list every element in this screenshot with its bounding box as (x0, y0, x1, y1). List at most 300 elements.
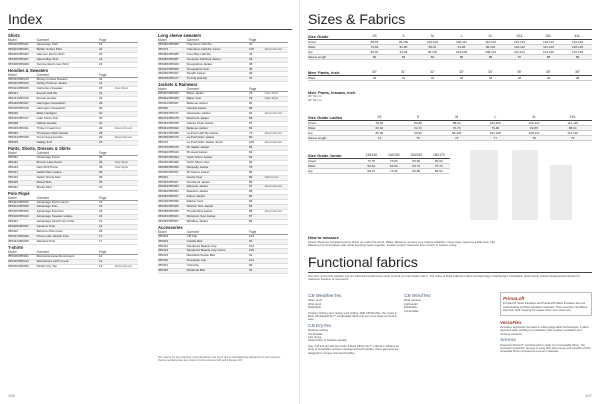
table-cell (115, 210, 138, 214)
measure-label: Hip (308, 169, 313, 173)
table-cell: Salish Park Ladies (36, 169, 62, 174)
measure-label: Chest (308, 40, 316, 44)
table-cell: 25 (98, 86, 103, 91)
table-cell: 355430/355431 (8, 125, 29, 130)
index-title: Index (8, 11, 43, 27)
table-cell (115, 117, 138, 121)
table-cell (265, 122, 288, 126)
table-cell: 29 (98, 135, 103, 140)
size-table-body (308, 121, 592, 141)
column-header: Garment (186, 229, 199, 234)
table-cell (265, 259, 288, 263)
table-cell: 17 (98, 233, 103, 238)
size-value: 86-90 (375, 131, 384, 135)
index-section (158, 33, 288, 82)
table-cell: 355412 (158, 243, 169, 248)
index-section (8, 245, 138, 270)
table-cell: Advantage Sweater Ladies (36, 214, 73, 219)
fabric-column-windtec (404, 292, 496, 313)
table-cell: 355466/355467 (158, 179, 179, 184)
table-cell: 105 (248, 248, 254, 253)
column-header: Garment (186, 38, 199, 42)
table-cell: New Style (114, 86, 129, 91)
table-cell: Wetlands Belt (186, 268, 206, 273)
table-cell: 32 (98, 110, 103, 115)
list-item: Breathable (308, 306, 321, 310)
table-cell: Ocean side Stretch Polo (36, 233, 69, 238)
table-cell: Trosvik Half Zip (186, 76, 208, 81)
table-cell: Manzanita Hotel Roundneck (36, 253, 75, 258)
size-table-body (308, 159, 450, 174)
table-cell: Advantage Stretch Ap Collar (36, 219, 75, 224)
size-value: 75 (416, 136, 420, 140)
table-cell: 82 (248, 150, 253, 155)
table-row (158, 269, 288, 274)
table-cell: 355468/355471 (158, 110, 179, 115)
table-cell (115, 63, 138, 67)
table-cell (115, 205, 138, 209)
table-cell: 84 (248, 155, 253, 160)
table-cell: 80 (248, 174, 253, 179)
size-value: 88-93 (370, 40, 379, 44)
size-label: XXL (516, 34, 523, 38)
table-body (158, 235, 288, 274)
column-header (265, 38, 288, 42)
table-cell: North Shore Jacket (186, 155, 213, 160)
versaflex-logo: VersaFlex (500, 319, 522, 325)
table-cell (265, 53, 288, 57)
table-row (8, 265, 138, 270)
table-cell: 355421 (8, 91, 19, 96)
table-cell: CB Cap (186, 233, 198, 238)
table-cell (265, 127, 288, 131)
size-value: 62-66 (389, 164, 398, 168)
table-cell: 355443 (158, 253, 169, 258)
table-cell: 355426/355427 (8, 101, 29, 106)
size-label: 150/160 (410, 153, 423, 157)
table-cell: 35 (248, 42, 253, 46)
table-cell: 355422/355423 (8, 81, 29, 86)
table-cell: La Push Half Zip Jacket (186, 130, 219, 135)
table-cell: Discontinued (114, 263, 132, 268)
table-cell: 15 (98, 224, 103, 229)
table-cell: 355463/355463 (158, 184, 179, 189)
table-cell: 355404 (158, 238, 169, 243)
table-cell: 355413 (8, 165, 19, 170)
table-cell: Pineapple Cap (186, 258, 207, 263)
drytec-note: Stay cool and dry with the Cutter & Buck CB DryTec™ collection. Wicking an array of breathable moisture management technologies, these garments are designed to conquer heat and humidity. (308, 344, 399, 355)
table-cell: 355421 (8, 169, 19, 174)
table-cell: 355448/355450 (158, 199, 179, 204)
table-cell: 105 (248, 46, 254, 51)
table-cell: 355473/355475 (158, 115, 179, 120)
page-number-right: 107 (585, 393, 592, 398)
column-header: Page (98, 72, 107, 77)
versaflex-text: VersaFlex represents the latest in cutting edge fabric technologies. It offers wind and water proofing in combination with excellent ventilation and moisture transport. (500, 326, 589, 336)
column-header: Page (98, 195, 107, 200)
size-value: 86-91 (370, 50, 379, 54)
column-header (115, 73, 138, 77)
table-cell: 80 (248, 135, 253, 140)
size-value: 120-124 (513, 40, 525, 44)
index-section (158, 82, 288, 224)
column-header: Model (8, 249, 17, 254)
table-cell: Whidbey Jacket (186, 218, 208, 223)
size-value: 132-140 (571, 40, 583, 44)
table-cell: Brielle Skirt (36, 184, 52, 189)
size-value: 116-122 (514, 50, 525, 54)
table-cell: 355482/355483 (158, 42, 179, 46)
table-cell: Baker Jacket (186, 91, 204, 96)
column-header: Model (8, 72, 17, 77)
table-cell: Nordpole Softshell Jacket (186, 56, 221, 61)
table-cell: 104 (248, 258, 254, 263)
table-cell: 83 (248, 115, 253, 120)
table-body (8, 78, 138, 147)
size-table-label: Size Guide Junior (308, 153, 342, 158)
windtec-logo: CB WindTec (404, 293, 431, 298)
table-cell: 355458/355459 (158, 164, 179, 169)
index-section (158, 225, 288, 274)
table-cell (115, 240, 138, 244)
size-value: 112-118 (485, 40, 496, 44)
size-label: M (455, 115, 458, 119)
table-cell: Oakley Knit (36, 140, 52, 145)
table-cell: North Shore Vest (186, 159, 210, 164)
table-cell: Mixed Skirt (36, 179, 52, 184)
table-cell: 38 (248, 66, 253, 71)
measure-label: Waist (308, 45, 316, 49)
table-cell: Timber Creek Knit (36, 125, 61, 130)
table-cell: 22 (98, 46, 103, 51)
section-title: T-shirts (8, 244, 24, 250)
size-row (308, 55, 592, 60)
list-item: Wind resistant (404, 299, 422, 303)
section-title: Long sleeve sweaters (158, 33, 202, 38)
table-cell: 355404/355405 (8, 204, 29, 209)
table-cell: 36 (98, 169, 103, 174)
table-cell: Discontinued (114, 135, 132, 140)
table-cell: 355468/355469 (158, 61, 179, 66)
size-value: 80-86 (412, 169, 421, 173)
table-cell: Snoqualmie Vest (186, 66, 210, 71)
column-header (115, 250, 138, 254)
table-cell: 355476/355473 (158, 145, 179, 150)
table-cell (265, 68, 288, 72)
table-cell (115, 260, 138, 264)
size-value: 86 (488, 55, 493, 59)
column-header: Page (98, 249, 107, 254)
size-value: 120-128 (571, 45, 583, 49)
table-cell (265, 240, 288, 244)
size-value: 102-108 (455, 50, 467, 54)
size-value: 114-120 (567, 131, 579, 135)
table-cell: 355466/355476 (158, 135, 179, 140)
index-footnote: We reserve for any misprints, minor deviations can occur due to manufacturing tolerances or print reasons. Recommended prices are shown in both exclusive VAT and inclusive VAT. (158, 356, 281, 363)
table-cell: 355480/355485 (158, 51, 179, 56)
size-value: 70-76 (367, 159, 376, 163)
table-cell: 355463/355461 (158, 213, 179, 218)
fabrics-intro: You can't control the weather, but our advanced performance wear is proof you can shelter with it. The Cutter & Buck collection offers a broad range of lightweight, breathable, quick-drying clothes designed with stretch for maximum freedom of movement. (308, 274, 580, 282)
size-value: 83 (401, 55, 406, 59)
table-cell: 15 (98, 204, 103, 209)
table-cell (115, 78, 138, 82)
table-cell: 355478/355477 (158, 76, 179, 81)
table-cell: 18 (98, 229, 103, 233)
table-cell: 355436 (8, 140, 19, 145)
size-label: XXL (569, 115, 576, 119)
table-cell: 38 (248, 61, 253, 66)
table-cell: 355472 (158, 140, 169, 145)
table-cell: 355418/355419 (8, 214, 29, 219)
size-value: 77 (493, 136, 498, 140)
table-cell: 85 (248, 169, 253, 174)
size-value: 88 (546, 55, 551, 59)
table-cell: 355413 (158, 248, 169, 253)
table-cell: Reaction Jacket (186, 189, 208, 194)
column-header: Garment (186, 87, 199, 92)
size-value: 76-81 (370, 45, 379, 49)
size-guide-table (308, 34, 592, 60)
table-cell: Advantage Shirt (36, 42, 58, 46)
column-header: Page (248, 229, 257, 234)
table-cell (265, 190, 288, 194)
size-value: 82 (372, 55, 377, 59)
table-cell: 355456/355454 (158, 155, 179, 160)
sorona-logo: Sorona (500, 337, 516, 343)
junior-size-table (308, 153, 450, 174)
table-cell: 355410 (158, 258, 169, 263)
table-cell: 83 (248, 145, 253, 150)
index-section (8, 33, 138, 68)
table-cell: 13 (98, 263, 103, 268)
size-value: 64-70 (414, 126, 422, 130)
table-cell: 355434/355435 (8, 135, 29, 140)
list-item: Comfortable (404, 309, 419, 313)
ladies-size-table (308, 115, 592, 141)
size-label: S (416, 115, 420, 119)
inseam-line: 30" 32 cm (308, 94, 322, 98)
mens-inseam (308, 88, 592, 102)
table-cell: Chambers Half Zip (186, 42, 212, 46)
size-value: 84 (430, 55, 435, 59)
table-cell: 36 (98, 165, 103, 170)
size-label: 130/140 (365, 153, 378, 157)
table-cell (265, 72, 288, 76)
list-item: Fast drying (308, 336, 322, 340)
size-table-label: Men' Pants, inch (308, 70, 340, 75)
table-cell: 355410/355411 (8, 42, 29, 46)
size-value: 78 (532, 136, 536, 140)
size-value: 82-88 (530, 126, 538, 130)
table-cell: Advantage Polo (36, 204, 58, 209)
table-cell (265, 77, 288, 81)
table-cell: 355420 (8, 110, 19, 115)
table-cell (115, 97, 138, 101)
table-cell: 355473 (158, 46, 169, 51)
sizes-page (300, 0, 600, 404)
table-cell: 104 (248, 243, 254, 248)
table-cell: Thunderbird Jacket (186, 209, 213, 213)
table-cell: 355489/355499 (158, 120, 179, 125)
table-cell: Belfair Oxford Shirt (36, 46, 62, 51)
table-cell: 355406/355407 (8, 224, 29, 229)
table-cell: Summerland Linen Shirt (36, 61, 69, 66)
table-cell: Trout Creek Hoodie (36, 135, 63, 140)
size-value: 70-74 (434, 164, 443, 168)
section-title: Pants, Shorts, Dresses & Skirts (8, 146, 71, 152)
table-cell: Advance Polo (36, 224, 56, 229)
table-cell (265, 264, 288, 268)
size-value: 79 (571, 136, 575, 140)
table-cell (115, 235, 138, 239)
table-cell: 90 (248, 238, 253, 243)
table-cell: 84 (248, 125, 253, 130)
table-cell: La Push Rain Jacket Junior (186, 140, 224, 145)
measure-label: Waist (308, 76, 316, 80)
sorona-text: Sustane® DuPont™ and Sorona® is made out of renewable fibres. The Sustane® production process is using 30% less energy and consists of 37% renewable fibres compared to common materials. (500, 343, 591, 354)
table-cell: 355402/355403 (8, 51, 29, 56)
size-label: 38" (575, 70, 580, 74)
column-header (115, 38, 138, 42)
size-value: 59-64 (367, 164, 376, 168)
column-header: Page (98, 38, 107, 42)
fabric-column-weathertec (308, 292, 400, 355)
size-value: 108-114 (485, 50, 496, 54)
column-header (265, 230, 288, 234)
table-cell (115, 141, 138, 145)
table-cell: Ruben Jacket (186, 194, 205, 199)
size-row (308, 136, 592, 141)
table-cell: Clearwater Jacket (186, 110, 211, 115)
measure-label: Sleeve length (308, 136, 327, 140)
table-cell (265, 215, 288, 219)
size-value: 91-96 (457, 45, 466, 49)
measure-label: Hip (308, 50, 313, 54)
table-cell: 28 (98, 101, 103, 106)
list-item: Wind proof (308, 302, 321, 306)
table-cell (115, 171, 138, 175)
table-cell: 32 (98, 120, 103, 125)
size-value: 32 (430, 76, 435, 80)
table-cell (265, 161, 288, 165)
table-cell: Manzanita Lofoff V-neck (36, 258, 69, 263)
column-header: Garment (36, 38, 49, 42)
table-cell: Salish Shorts Men (36, 174, 61, 179)
table-cell (115, 112, 138, 116)
table-cell: 34 (248, 51, 253, 56)
size-value: 66-70 (412, 164, 421, 168)
table-cell: 33 (98, 76, 103, 81)
list-item: Lightweight (404, 302, 418, 306)
table-cell: 355401 (8, 219, 19, 224)
table-cell: 33 (98, 96, 103, 101)
table-cell (115, 225, 138, 229)
figure-female-silhouette (512, 150, 538, 220)
table-cell: Pacific City Tee (36, 263, 58, 268)
size-label: XL (488, 34, 493, 38)
mens-pants-table (308, 70, 592, 81)
table-cell: 78 (248, 164, 253, 169)
size-value: 96-102 (452, 131, 462, 135)
table-cell: Advantage Premium (36, 209, 64, 214)
title-rule (8, 29, 292, 30)
table-cell: 355412/355413 (8, 76, 29, 81)
size-value: 34 (488, 76, 493, 80)
table-cell: New Style (114, 160, 129, 165)
table-cell: 83 (248, 105, 253, 110)
table-cell (115, 107, 138, 111)
size-label: 140/150 (387, 153, 400, 157)
table-cell: Baker Vest (186, 96, 202, 101)
table-cell (265, 245, 288, 249)
index-section (8, 68, 138, 147)
table-cell: 82 (248, 194, 253, 199)
table-cell: 15 (98, 199, 103, 204)
page-number-left: 106 (8, 393, 15, 398)
table-cell (115, 43, 138, 47)
table-cell: Stratton 3in1 Jacket (186, 204, 214, 209)
table-body (158, 92, 288, 224)
table-cell: New Style (264, 96, 279, 101)
size-table-body (308, 40, 592, 60)
table-cell (265, 269, 288, 273)
size-label: XS (372, 34, 377, 38)
size-value: 86-91 (428, 45, 437, 49)
table-cell (265, 117, 288, 121)
size-label: 3XL (545, 34, 552, 38)
section-title: Shirts (8, 33, 20, 38)
table-cell: 87 (248, 213, 253, 218)
size-label: 160/170 (432, 153, 445, 157)
table-cell: 17 (98, 238, 103, 243)
size-table-label: Size Guide (308, 34, 329, 39)
table-cell: Discontinued (264, 184, 282, 189)
table-cell: 21 (98, 61, 103, 66)
size-label: M (431, 34, 434, 38)
table-cell: 31 (98, 81, 103, 86)
table-cell: Discontinued (264, 46, 282, 51)
table-cell (265, 249, 288, 253)
table-cell: 355486/355487 (158, 56, 179, 61)
column-header (115, 151, 138, 155)
size-value: 108-114 (528, 131, 540, 135)
table-cell: Harrington Sweatshirt (36, 105, 66, 110)
table-cell: Mt Hadler Jacket (186, 145, 210, 150)
size-table-body (308, 76, 592, 81)
table-cell: 84 (248, 159, 253, 164)
table-cell: Pembrook Jacket (186, 179, 210, 184)
size-value: 31 (401, 76, 406, 80)
table-body (158, 43, 288, 82)
table-cell: 355408/355409 (8, 61, 29, 66)
size-value: 83-90 (412, 159, 421, 163)
table-cell: Bronco Lake Pants (36, 160, 62, 165)
size-label: XS (377, 115, 382, 119)
table-cell: 35 (98, 179, 103, 184)
column-header: Page (98, 151, 107, 156)
weathertec-logo: CB WeatherTec (308, 293, 342, 298)
table-cell: 355432 (8, 184, 19, 189)
column-header: Model (8, 195, 17, 200)
windtec-note: Outdoor clothing can't reduce wind chilling. With CB WindTec, the Cutter & Buck CB WeatherTec™ windbreaker fabric lets you move freely and feel at ease. (308, 311, 397, 322)
table-cell: Cambel Jacket (186, 105, 207, 110)
table-cell: 355411 (8, 160, 18, 165)
list-item: Breathable (404, 306, 417, 310)
column-header: Page (248, 87, 257, 92)
table-cell: Hanna Bay Shirt (36, 56, 59, 61)
column-header: Model (158, 229, 167, 234)
